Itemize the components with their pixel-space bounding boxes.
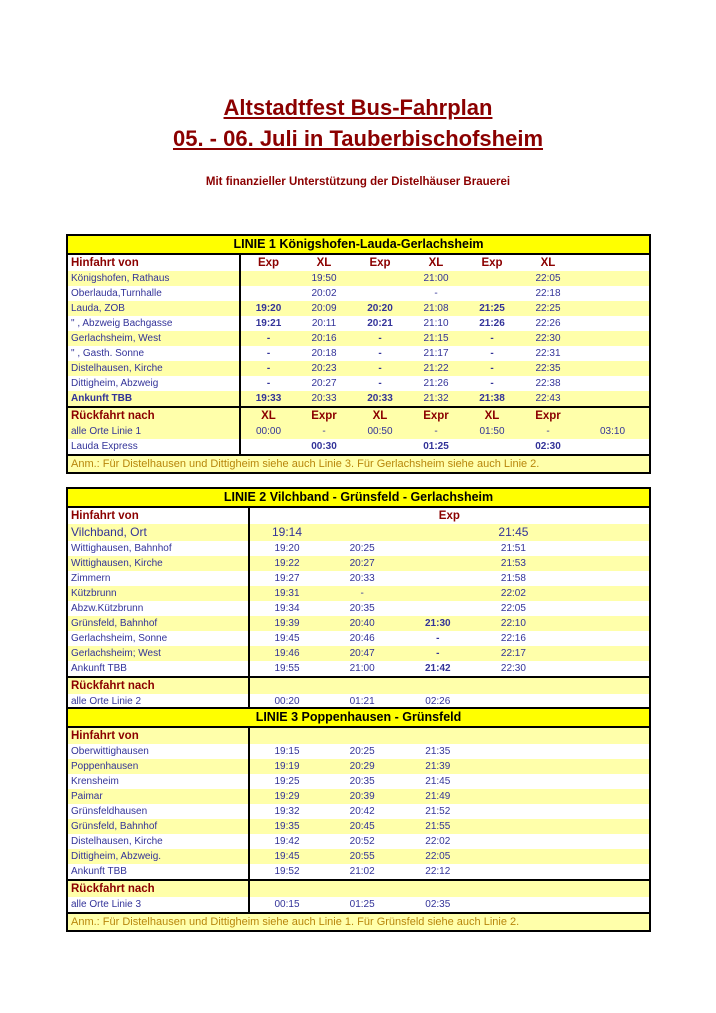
departure-time: - bbox=[240, 331, 296, 346]
line-header-title: LINIE 2 Vilchband - Grünsfeld - Gerlachsheim bbox=[68, 489, 649, 507]
departure-time: 00:30 bbox=[296, 439, 352, 455]
stop-name: Dittigheim, Abzweig. bbox=[68, 849, 249, 864]
departure-time: 21:00 bbox=[408, 271, 464, 286]
departure-time: 20:35 bbox=[324, 774, 400, 789]
departure-time bbox=[551, 601, 649, 616]
stop-name: Distelhausen, Kirche bbox=[68, 361, 240, 376]
stop-name: Poppenhausen bbox=[68, 759, 249, 774]
stop-name: Gerlachsheim; West bbox=[68, 646, 249, 661]
departure-time bbox=[551, 631, 649, 646]
departure-time bbox=[240, 286, 296, 301]
timetable-line2 bbox=[68, 489, 649, 709]
departure-time bbox=[464, 439, 520, 455]
departure-time: 21:00 bbox=[324, 661, 400, 677]
departure-time: 19:20 bbox=[249, 541, 325, 556]
departure-time bbox=[576, 439, 649, 455]
stop-name: Gerlachsheim, Sonne bbox=[68, 631, 249, 646]
column-header bbox=[249, 880, 649, 897]
departure-time: 19:21 bbox=[240, 316, 296, 331]
departure-time: 19:27 bbox=[249, 571, 325, 586]
stop-name: alle Orte Linie 3 bbox=[68, 897, 249, 913]
stop-name: Kützbrunn bbox=[68, 586, 249, 601]
column-header: Expr bbox=[408, 407, 464, 424]
departure-time bbox=[576, 331, 649, 346]
departure-time: 00:00 bbox=[240, 424, 296, 439]
rueckfahrt-header-row bbox=[68, 407, 649, 424]
table-row bbox=[68, 759, 649, 774]
departure-time: - bbox=[352, 331, 408, 346]
column-header: Expr bbox=[296, 407, 352, 424]
table-row bbox=[68, 864, 649, 880]
departure-time: 21:10 bbox=[408, 316, 464, 331]
departure-time bbox=[400, 601, 476, 616]
departure-time: 20:27 bbox=[296, 376, 352, 391]
departure-time: 21:08 bbox=[408, 301, 464, 316]
departure-time: 01:21 bbox=[324, 694, 400, 709]
departure-time bbox=[240, 271, 296, 286]
departure-time: - bbox=[408, 424, 464, 439]
departure-time: 19:35 bbox=[249, 819, 325, 834]
stop-name: alle Orte Linie 1 bbox=[68, 424, 240, 439]
departure-time: 22:02 bbox=[400, 834, 476, 849]
departure-time bbox=[551, 849, 649, 864]
table-row bbox=[68, 774, 649, 789]
schedule-table-line2 bbox=[66, 487, 651, 711]
departure-time: 21:17 bbox=[408, 346, 464, 361]
departure-time: 22:30 bbox=[476, 661, 552, 677]
departure-time: 00:15 bbox=[249, 897, 325, 913]
departure-time: 20:25 bbox=[324, 744, 400, 759]
departure-time: 19:15 bbox=[249, 744, 325, 759]
stop-name: Ankunft TBB bbox=[68, 661, 249, 677]
table-row bbox=[68, 361, 649, 376]
departure-time: 20:47 bbox=[324, 646, 400, 661]
departure-time: 20:35 bbox=[324, 601, 400, 616]
departure-time bbox=[551, 744, 649, 759]
departure-time: 22:05 bbox=[520, 271, 576, 286]
departure-time: 19:33 bbox=[240, 391, 296, 407]
departure-time: 19:52 bbox=[249, 864, 325, 880]
departure-time bbox=[476, 864, 552, 880]
departure-time bbox=[476, 819, 552, 834]
hinfahrt-header-row bbox=[68, 727, 649, 744]
page-title-line1 bbox=[0, 92, 716, 123]
departure-time bbox=[576, 361, 649, 376]
departure-time: 21:49 bbox=[400, 789, 476, 804]
departure-time bbox=[476, 849, 552, 864]
table-row bbox=[68, 849, 649, 864]
section-label: Rückfahrt nach bbox=[68, 407, 240, 424]
departure-time: 20:23 bbox=[296, 361, 352, 376]
departure-time: 22:26 bbox=[520, 316, 576, 331]
departure-time: 22:18 bbox=[520, 286, 576, 301]
stop-name: Oberwittighausen bbox=[68, 744, 249, 759]
departure-time bbox=[476, 789, 552, 804]
departure-time: 21:51 bbox=[476, 541, 552, 556]
stop-name: Paimar bbox=[68, 789, 249, 804]
departure-time: 20:02 bbox=[296, 286, 352, 301]
departure-time: 20:33 bbox=[296, 391, 352, 407]
departure-time bbox=[576, 301, 649, 316]
rueckfahrt-header-row bbox=[68, 677, 649, 694]
departure-time bbox=[352, 271, 408, 286]
departure-time: - bbox=[240, 361, 296, 376]
departure-time bbox=[551, 759, 649, 774]
stop-name: Krensheim bbox=[68, 774, 249, 789]
departure-time bbox=[352, 439, 408, 455]
table-row bbox=[68, 819, 649, 834]
hinfahrt-header-row bbox=[68, 507, 649, 524]
table-row bbox=[68, 376, 649, 391]
departure-time: - bbox=[464, 361, 520, 376]
departure-time: 19:14 bbox=[249, 524, 325, 541]
departure-time bbox=[476, 759, 552, 774]
departure-time: 19:32 bbox=[249, 804, 325, 819]
departure-time: 19:19 bbox=[249, 759, 325, 774]
departure-time: 20:52 bbox=[324, 834, 400, 849]
departure-time: 20:16 bbox=[296, 331, 352, 346]
departure-time bbox=[464, 271, 520, 286]
stop-name: Zimmern bbox=[68, 571, 249, 586]
departure-time: 21:45 bbox=[400, 774, 476, 789]
section-label: Rückfahrt nach bbox=[68, 677, 249, 694]
table-row bbox=[68, 346, 649, 361]
stop-name: Abzw.Kützbrunn bbox=[68, 601, 249, 616]
departure-time: 22:05 bbox=[400, 849, 476, 864]
column-header: Exp bbox=[464, 254, 520, 271]
table-row bbox=[68, 586, 649, 601]
departure-time bbox=[400, 586, 476, 601]
note-text: Anm.: Für Distelhausen und Dittigheim siehe auch Linie 3. Für Gerlachsheim siehe auch Linie 2. bbox=[68, 455, 649, 472]
departure-time bbox=[476, 744, 552, 759]
column-header: Exp bbox=[240, 254, 296, 271]
note-row bbox=[68, 913, 649, 930]
departure-time bbox=[400, 556, 476, 571]
table-row bbox=[68, 571, 649, 586]
departure-time bbox=[551, 819, 649, 834]
departure-time: 21:26 bbox=[464, 316, 520, 331]
departure-time bbox=[400, 524, 476, 541]
departure-time: 20:29 bbox=[324, 759, 400, 774]
table-row bbox=[68, 316, 649, 331]
section-label: Rückfahrt nach bbox=[68, 880, 249, 897]
departure-time bbox=[551, 616, 649, 631]
timetable-line3 bbox=[68, 709, 649, 930]
departure-time: 21:22 bbox=[408, 361, 464, 376]
stop-name: Wittighausen, Bahnhof bbox=[68, 541, 249, 556]
departure-time: - bbox=[296, 424, 352, 439]
schedule-table-line1 bbox=[66, 234, 651, 474]
stop-name: Ankunft TBB bbox=[68, 391, 240, 407]
departure-time bbox=[551, 897, 649, 913]
departure-time: 21:35 bbox=[400, 744, 476, 759]
stop-name: Oberlauda,Turnhalle bbox=[68, 286, 240, 301]
departure-time: 21:26 bbox=[408, 376, 464, 391]
departure-time: 20:33 bbox=[324, 571, 400, 586]
stop-name: Vilchband, Ort bbox=[68, 524, 249, 541]
departure-time bbox=[551, 541, 649, 556]
departure-time: 22:25 bbox=[520, 301, 576, 316]
departure-time: 21:25 bbox=[464, 301, 520, 316]
departure-time bbox=[576, 376, 649, 391]
departure-time bbox=[476, 834, 552, 849]
line-header-title: LINIE 1 Königshofen-Lauda-Gerlachsheim bbox=[68, 236, 649, 254]
departure-time: 20:25 bbox=[324, 541, 400, 556]
departure-time: - bbox=[240, 346, 296, 361]
departure-time: - bbox=[464, 346, 520, 361]
table-row bbox=[68, 631, 649, 646]
column-header: XL bbox=[240, 407, 296, 424]
departure-time: 22:38 bbox=[520, 376, 576, 391]
departure-time: 22:05 bbox=[476, 601, 552, 616]
departure-time: 02:30 bbox=[520, 439, 576, 455]
line-header-row bbox=[68, 709, 649, 727]
departure-time: 22:30 bbox=[520, 331, 576, 346]
departure-time: 01:50 bbox=[464, 424, 520, 439]
timetable-line1 bbox=[68, 236, 649, 472]
column-header bbox=[249, 677, 649, 694]
section-label: Hinfahrt von bbox=[68, 727, 249, 744]
stop-name: Dittigheim, Abzweig bbox=[68, 376, 240, 391]
departure-time: 21:45 bbox=[476, 524, 552, 541]
departure-time bbox=[352, 286, 408, 301]
departure-time bbox=[576, 391, 649, 407]
page-title-line2 bbox=[0, 123, 716, 154]
stop-name: Ankunft TBB bbox=[68, 864, 249, 880]
departure-time: 20:40 bbox=[324, 616, 400, 631]
line-header-title: LINIE 3 Poppenhausen - Grünsfeld bbox=[68, 709, 649, 727]
line-header-row bbox=[68, 236, 649, 254]
departure-time bbox=[476, 897, 552, 913]
column-header: XL bbox=[520, 254, 576, 271]
table-row bbox=[68, 286, 649, 301]
table-row bbox=[68, 646, 649, 661]
table-row bbox=[68, 391, 649, 407]
column-header: XL bbox=[464, 407, 520, 424]
departure-time: - bbox=[352, 376, 408, 391]
departure-time: 21:02 bbox=[324, 864, 400, 880]
rueckfahrt-header-row bbox=[68, 880, 649, 897]
column-header: Exp bbox=[249, 507, 649, 524]
departure-time: 21:58 bbox=[476, 571, 552, 586]
departure-time bbox=[551, 556, 649, 571]
departure-time: 19:42 bbox=[249, 834, 325, 849]
departure-time bbox=[551, 804, 649, 819]
departure-time: 22:10 bbox=[476, 616, 552, 631]
departure-time: 19:20 bbox=[240, 301, 296, 316]
note-text: Anm.: Für Distelhausen und Dittigheim siehe auch Linie 1. Für Grünsfeld siehe auch Linie 2. bbox=[68, 913, 649, 930]
departure-time bbox=[576, 316, 649, 331]
column-header: XL bbox=[408, 254, 464, 271]
departure-time: 19:50 bbox=[296, 271, 352, 286]
departure-time: 19:29 bbox=[249, 789, 325, 804]
departure-time: 20:46 bbox=[324, 631, 400, 646]
departure-time: 20:18 bbox=[296, 346, 352, 361]
stop-name: alle Orte Linie 2 bbox=[68, 694, 249, 709]
departure-time bbox=[400, 571, 476, 586]
departure-time bbox=[551, 524, 649, 541]
stop-name: Grünsfeld, Bahnhof bbox=[68, 819, 249, 834]
page-title-line2-text: 05. - 06. Juli in Tauberbischofsheim bbox=[172, 126, 544, 151]
departure-time: - bbox=[408, 286, 464, 301]
departure-time: 22:02 bbox=[476, 586, 552, 601]
table-row bbox=[68, 897, 649, 913]
departure-time bbox=[476, 804, 552, 819]
departure-time bbox=[551, 864, 649, 880]
table-row bbox=[68, 424, 649, 439]
departure-time: 22:17 bbox=[476, 646, 552, 661]
hinfahrt-header-row bbox=[68, 254, 649, 271]
departure-time: 02:35 bbox=[400, 897, 476, 913]
departure-time bbox=[551, 571, 649, 586]
departure-time: 20:27 bbox=[324, 556, 400, 571]
table-row bbox=[68, 616, 649, 631]
departure-time: 22:43 bbox=[520, 391, 576, 407]
departure-time: 22:35 bbox=[520, 361, 576, 376]
column-header: XL bbox=[296, 254, 352, 271]
departure-time: 20:45 bbox=[324, 819, 400, 834]
departure-time: - bbox=[464, 376, 520, 391]
departure-time bbox=[576, 346, 649, 361]
section-label: Hinfahrt von bbox=[68, 254, 240, 271]
departure-time bbox=[551, 834, 649, 849]
departure-time: 22:12 bbox=[400, 864, 476, 880]
table-row bbox=[68, 804, 649, 819]
document-titles bbox=[0, 0, 716, 188]
stop-name: " , Gasth. Sonne bbox=[68, 346, 240, 361]
page-subtitle: Mit finanzieller Unterstützung der Distelhäuser Brauerei bbox=[205, 176, 511, 188]
departure-time bbox=[551, 661, 649, 677]
departure-time bbox=[324, 524, 400, 541]
table-row bbox=[68, 661, 649, 677]
table-row bbox=[68, 439, 649, 455]
stop-name: Königshofen, Rathaus bbox=[68, 271, 240, 286]
departure-time: 20:39 bbox=[324, 789, 400, 804]
departure-time: 21:42 bbox=[400, 661, 476, 677]
departure-time bbox=[576, 286, 649, 301]
departure-time: 19:34 bbox=[249, 601, 325, 616]
departure-time: 20:21 bbox=[352, 316, 408, 331]
table-row bbox=[68, 541, 649, 556]
stop-name: Lauda, ZOB bbox=[68, 301, 240, 316]
departure-time: 21:30 bbox=[400, 616, 476, 631]
departure-time: - bbox=[352, 361, 408, 376]
line-header-row bbox=[68, 489, 649, 507]
stop-name: Grünsfeldhausen bbox=[68, 804, 249, 819]
column-header bbox=[576, 407, 649, 424]
table-row bbox=[68, 301, 649, 316]
departure-time: - bbox=[352, 346, 408, 361]
departure-time bbox=[240, 439, 296, 455]
table-row bbox=[68, 834, 649, 849]
departure-time: 01:25 bbox=[408, 439, 464, 455]
column-header: Exp bbox=[352, 254, 408, 271]
departure-time: 20:55 bbox=[324, 849, 400, 864]
departure-time: 19:25 bbox=[249, 774, 325, 789]
departure-time: 19:55 bbox=[249, 661, 325, 677]
departure-time: 21:55 bbox=[400, 819, 476, 834]
stop-name: Wittighausen, Kirche bbox=[68, 556, 249, 571]
departure-time: 21:39 bbox=[400, 759, 476, 774]
note-row bbox=[68, 455, 649, 472]
departure-time bbox=[464, 286, 520, 301]
page-title-line1-text: Altstadtfest Bus-Fahrplan bbox=[223, 95, 493, 120]
departure-time: 00:50 bbox=[352, 424, 408, 439]
departure-time: 02:26 bbox=[400, 694, 476, 709]
departure-time: 20:20 bbox=[352, 301, 408, 316]
stop-name: Distelhausen, Kirche bbox=[68, 834, 249, 849]
departure-time: 19:45 bbox=[249, 631, 325, 646]
departure-time bbox=[576, 271, 649, 286]
table-row bbox=[68, 331, 649, 346]
departure-time: 21:52 bbox=[400, 804, 476, 819]
departure-time: - bbox=[464, 331, 520, 346]
departure-time: 19:22 bbox=[249, 556, 325, 571]
stop-name: Grünsfeld, Bahnhof bbox=[68, 616, 249, 631]
departure-time bbox=[551, 789, 649, 804]
departure-time: - bbox=[520, 424, 576, 439]
departure-time: 19:39 bbox=[249, 616, 325, 631]
table-row bbox=[68, 744, 649, 759]
stop-name: Lauda Express bbox=[68, 439, 240, 455]
table-row bbox=[68, 601, 649, 616]
stop-name: Gerlachsheim, West bbox=[68, 331, 240, 346]
departure-time bbox=[400, 541, 476, 556]
column-header bbox=[249, 727, 649, 744]
column-header: XL bbox=[352, 407, 408, 424]
departure-time: 21:53 bbox=[476, 556, 552, 571]
departure-time: - bbox=[400, 646, 476, 661]
departure-time: 19:45 bbox=[249, 849, 325, 864]
departure-time: - bbox=[324, 586, 400, 601]
departure-time: 03:10 bbox=[576, 424, 649, 439]
departure-time: 19:46 bbox=[249, 646, 325, 661]
departure-time: 20:09 bbox=[296, 301, 352, 316]
departure-time bbox=[551, 586, 649, 601]
section-label: Hinfahrt von bbox=[68, 507, 249, 524]
departure-time bbox=[551, 646, 649, 661]
departure-time: 21:38 bbox=[464, 391, 520, 407]
departure-time: 21:15 bbox=[408, 331, 464, 346]
table-row bbox=[68, 556, 649, 571]
departure-time: 20:11 bbox=[296, 316, 352, 331]
schedule-table-line3 bbox=[66, 707, 651, 932]
departure-time: 22:16 bbox=[476, 631, 552, 646]
departure-time: - bbox=[240, 376, 296, 391]
departure-time: 22:31 bbox=[520, 346, 576, 361]
departure-time: 01:25 bbox=[324, 897, 400, 913]
table-row bbox=[68, 524, 649, 541]
departure-time bbox=[476, 774, 552, 789]
departure-time: 20:42 bbox=[324, 804, 400, 819]
table-row bbox=[68, 789, 649, 804]
column-header bbox=[576, 254, 649, 271]
table-row bbox=[68, 271, 649, 286]
departure-time: 19:31 bbox=[249, 586, 325, 601]
departure-time: 20:33 bbox=[352, 391, 408, 407]
departure-time bbox=[551, 774, 649, 789]
stop-name: " , Abzweig Bachgasse bbox=[68, 316, 240, 331]
departure-time: 00:20 bbox=[249, 694, 325, 709]
column-header: Expr bbox=[520, 407, 576, 424]
departure-time: - bbox=[400, 631, 476, 646]
departure-time: 21:32 bbox=[408, 391, 464, 407]
